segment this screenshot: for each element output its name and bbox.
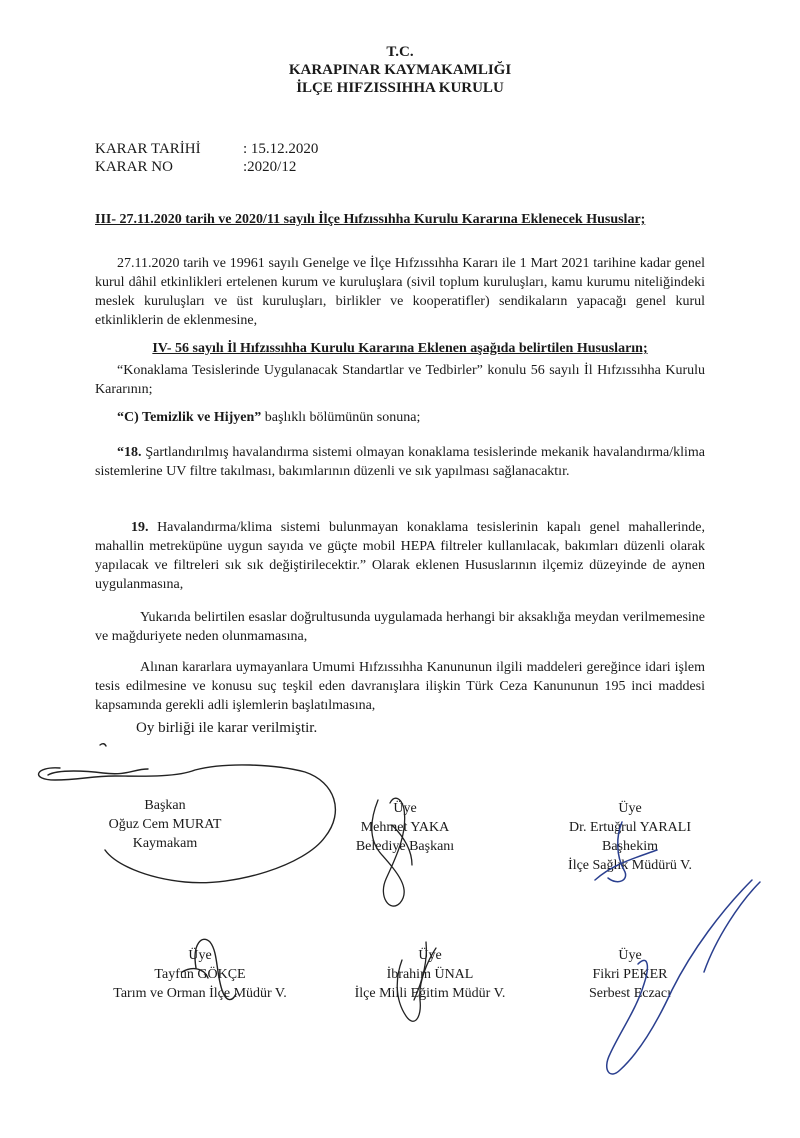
signatory-role: Üye: [188, 948, 212, 963]
signatory-name: İbrahim ÜNAL: [386, 967, 474, 982]
signatory-role: Üye: [418, 948, 442, 963]
header-tc: T.C.: [386, 44, 414, 60]
decision-no-label: KARAR NO: [95, 159, 173, 175]
subsection-c-rest: başlıklı bölümünün sonuna;: [261, 410, 421, 425]
signatory-education: [330, 946, 530, 1003]
signatory-role: Üye: [393, 801, 417, 816]
signatory-name: Dr. Ertuğrul YARALI: [569, 820, 691, 835]
decision-date-value: : 15.12.2020: [243, 141, 319, 157]
item-18-number: “18.: [117, 445, 142, 460]
signatory-title-2: İlçe Sağlık Müdürü V.: [568, 858, 692, 873]
section-3-title: III- 27.11.2020 tarih ve 2020/11 sayılı İlçe Hıfzıssıhha Kurulu Kararına Eklenecek Hususlar;: [95, 212, 646, 227]
section-4-title: IV- 56 sayılı İl Hıfzıssıhha Kurulu Kararına Eklenen aşağıda belirtilen Hususların;: [152, 341, 648, 356]
signatory-name: Oğuz Cem MURAT: [108, 817, 222, 832]
signatory-title: Kaymakam: [132, 836, 198, 851]
item-19-text: Havalandırma/klima sistemi bulunmayan konaklama tesislerinin kapalı genel mahallerinde, mahallin metreküpüne uygun sayıda ve güçte mobil HEPA filtreler kullanılacak, bakımları düzenli olarak yapılacak ve filtreleri sık sık değiştirilecektir.” Olarak eklenen Hususlarının ilçemiz düzeyinde de aynen uygulanmasına,: [95, 520, 705, 592]
decision-no-value: :2020/12: [243, 159, 297, 175]
signatory-name: Mehmet YAKA: [360, 820, 450, 835]
signatory-title: Tarım ve Orman İlçe Müdür V.: [113, 986, 287, 1001]
signatory-name: Fikri PEKER: [592, 967, 668, 982]
section-4-intro: “Konaklama Tesislerinde Uygulanacak Standartlar ve Tedbirler” konulu 56 sayılı İl Hıfzıssıhha Kurulu Kararının;: [95, 363, 705, 397]
subsection-c: [95, 408, 705, 427]
subsection-c-title: “C) Temizlik ve Hijyen”: [117, 410, 262, 425]
item-18-text: Şartlandırılmış havalandırma sistemi olmayan konaklama tesislerinde mekanik havalandırma/klima sistemlerine UV filtre takılması, bakımlarının düzenli ve sık yapılması sağlanacaktır.: [95, 445, 705, 479]
signatory-role: Başkan: [144, 798, 186, 813]
item-19: [95, 518, 705, 594]
signatory-agriculture: [70, 946, 330, 1003]
item-19-number: 19.: [131, 520, 149, 535]
signatory-title: Başhekim: [602, 839, 658, 854]
header-institution: KARAPINAR KAYMAKAMLIĞI: [288, 62, 512, 78]
decision-date-label: KARAR TARİHİ: [95, 141, 201, 157]
signatory-mayor: [335, 799, 475, 856]
item-18: [95, 443, 705, 481]
section-4-title-wrap: [95, 339, 705, 358]
header-board: İLÇE HIFZISSIHHA KURULU: [296, 80, 504, 96]
signatory-role: Üye: [618, 948, 642, 963]
signatory-title: Belediye Başkanı: [355, 839, 455, 854]
signatory-pharmacist: [560, 946, 700, 1003]
signatory-chair: [70, 796, 260, 853]
signatory-chief-physician: [540, 799, 720, 875]
signatory-title: Serbest Eczacı: [588, 986, 671, 1001]
paragraph-no-disruption: Yukarıda belirtilen esaslar doğrultusunda uygulamada herhangi bir aksaklığa meydan verilmemesine ve mağduriyete neden olunmamasına,: [95, 610, 705, 644]
signatory-role: Üye: [618, 801, 642, 816]
section-3-body: 27.11.2020 tarih ve 19961 sayılı Genelge ve İlçe Hıfzıssıhha Kararı ile 1 Mart 2021 tarihine kadar genel kurul dâhil etkinlikleri ertelenen kurum ve kuruluşlara (sivil toplum kuruluşları, kamu kurumu niteliğindeki meslek kuruluşları ve üst kuruluşları, birlikler ve kooperatifler) sendikaların yapacağı genel kurul etkinliklerin de eklenmesine,: [95, 256, 705, 328]
paragraph-legal-action: Alınan kararlara uymayanlara Umumi Hıfzıssıhha Kanununun ilgili maddeleri gereğince idari işlem tesis edilmesine ve konusu suç teşkil eden davranışlara ilişkin Türk Ceza Kanununun 195 inci maddesi kapsamında gerekli adli işlemlerin başlatılmasına,: [95, 660, 705, 713]
closing-unanimous: Oy birliği ile karar verilmiştir.: [136, 720, 318, 736]
signatory-name: Tayfun GÖKÇE: [154, 967, 246, 982]
signatory-title: İlçe Milli Eğitim Müdür V.: [354, 986, 506, 1001]
